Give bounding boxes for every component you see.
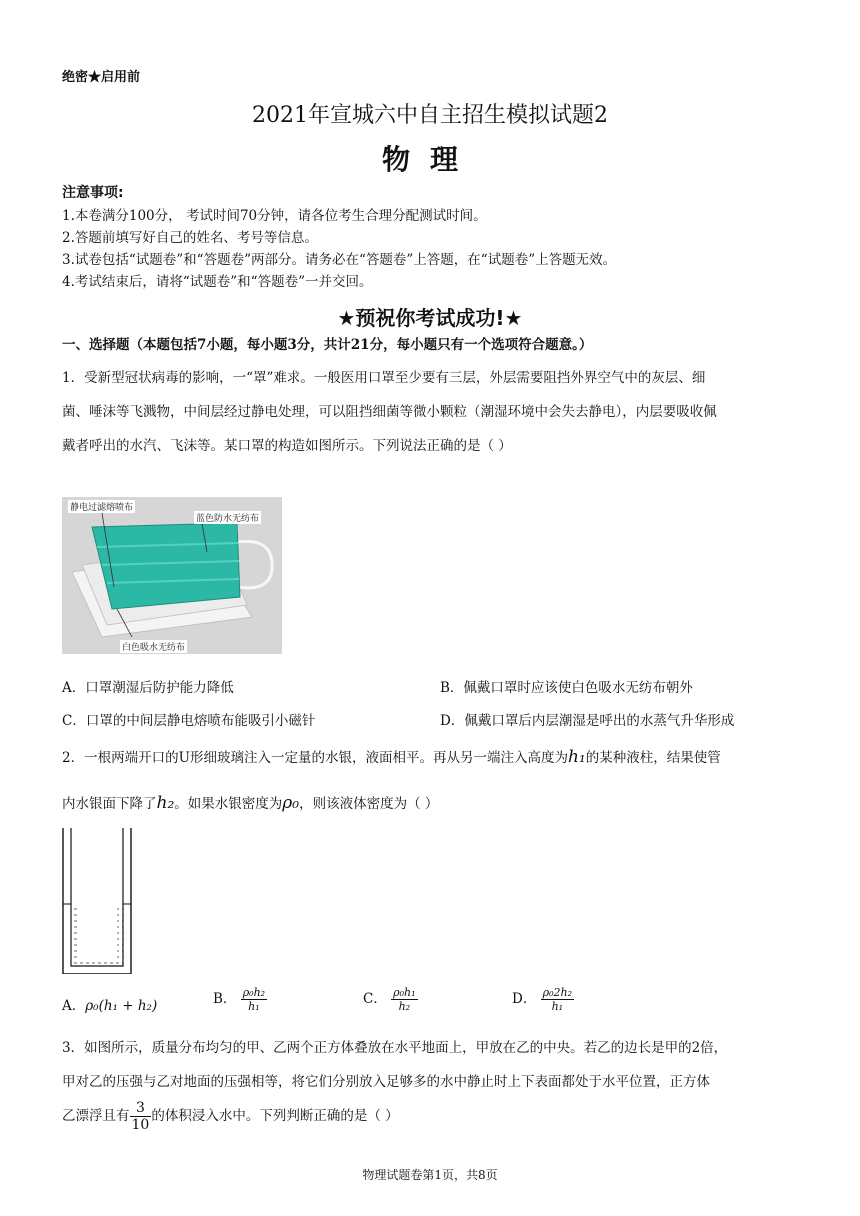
fraction bbox=[541, 986, 574, 1013]
question-1-line: 菌、唾沫等飞溅物，中间层经过静电处理，可以阻挡细菌等微小颗粒（潮湿环境中会失去静电），内层要吸收佩 bbox=[62, 404, 717, 420]
exam-title: 2021年宣城六中自主招生模拟试题2 bbox=[252, 103, 608, 128]
subject-title: 物理 bbox=[381, 143, 478, 176]
fraction bbox=[130, 1100, 152, 1133]
q2-text: 内水银面下降了 bbox=[62, 796, 157, 812]
question-3-line: 3．如图所示，质量分布均匀的甲、乙两个正方体叠放在水平地面上，甲放在乙的中央。若乙的边长是甲的2倍， bbox=[62, 1040, 728, 1056]
secret-label: 绝密★启用前 bbox=[62, 70, 141, 85]
page-footer: 物理试题卷第1页，共8页 bbox=[362, 1168, 498, 1182]
option-label: A． bbox=[62, 998, 86, 1014]
numerator: 3 bbox=[130, 1100, 152, 1117]
var-h2: h₂ bbox=[156, 793, 175, 813]
fraction bbox=[391, 986, 417, 1013]
notice-item: 1.本卷满分100分， 考试时间70分钟，请各位考生合理分配测试时间。 bbox=[62, 208, 487, 224]
var-h1: h₁ bbox=[567, 747, 586, 767]
option-d bbox=[512, 986, 574, 1013]
option-a: A．口罩潮湿后防护能力降低 bbox=[62, 680, 234, 696]
question-1-line: 1．受新型冠状病毒的影响，一“罩”难求。一般医用口罩至少要有三层，外层需要阻挡外界空气中的灰层、细 bbox=[62, 370, 706, 386]
var-rho0: ρ₀ bbox=[282, 793, 300, 813]
numerator: ρ₀2h₂ bbox=[542, 986, 572, 999]
question-2-line bbox=[62, 792, 438, 813]
option-d: D．佩戴口罩后内层潮湿是呼出的水蒸气升华形成 bbox=[440, 713, 735, 729]
notice-heading: 注意事项: bbox=[62, 185, 124, 201]
option-label: C． bbox=[363, 991, 387, 1007]
option-b bbox=[213, 986, 267, 1013]
denominator: 10 bbox=[131, 1117, 150, 1133]
question-3-line: 甲对乙的压强与乙对地面的压强相等，将它们分别放入足够多的水中静止时上下表面都处于水平位置，正方体 bbox=[62, 1074, 710, 1090]
q2-text: 的某种液柱，结果使管 bbox=[585, 750, 721, 766]
denominator: h₂ bbox=[398, 1000, 411, 1013]
q3-text: 的体积浸入水中。下列判断正确的是（ ） bbox=[151, 1108, 399, 1124]
option-label: B． bbox=[213, 991, 237, 1007]
numerator: ρ₀h₂ bbox=[242, 986, 266, 999]
figure-label: 白色吸水无纺布 bbox=[120, 640, 187, 653]
question-1-line: 戴者呼出的水汽、飞沫等。某口罩的构造如图所示。下列说法正确的是（ ） bbox=[62, 438, 512, 454]
q2-text: ，则该液体密度为（ ） bbox=[299, 796, 439, 812]
good-luck-banner: ★预祝你考试成功!★ bbox=[337, 306, 523, 330]
notice-item: 4.考试结束后，请将“试题卷”和“答题卷”一并交回。 bbox=[62, 274, 373, 290]
u-tube-illustration bbox=[62, 828, 134, 974]
q2-text: 。如果水银密度为 bbox=[174, 796, 283, 812]
section-heading: 一、选择题（本题包括7小题，每小题3分，共计21分，每小题只有一个选项符合题意。） bbox=[62, 337, 593, 353]
fraction bbox=[241, 986, 267, 1013]
option-expression: ρ₀(h₁ + h₂) bbox=[85, 998, 158, 1014]
denominator: h₁ bbox=[248, 1000, 260, 1013]
figure-label: 蓝色防水无纺布 bbox=[194, 511, 261, 524]
notice-item: 2.答题前填写好自己的姓名、考号等信息。 bbox=[62, 230, 318, 246]
q3-text: 乙漂浮且有 bbox=[62, 1108, 130, 1124]
option-a bbox=[62, 994, 157, 1014]
mask-structure-figure bbox=[62, 497, 282, 654]
option-label: D． bbox=[512, 991, 537, 1007]
numerator: ρ₀h₁ bbox=[393, 986, 416, 999]
figure-label: 静电过滤熔喷布 bbox=[68, 500, 135, 513]
denominator: h₁ bbox=[551, 1000, 564, 1013]
question-3-line bbox=[62, 1100, 399, 1133]
question-2-line bbox=[62, 746, 721, 767]
notice-item: 3.试卷包括“试题卷”和“答题卷”两部分。请务必在“答题卷”上答题，在“试题卷”上答题无效。 bbox=[62, 252, 617, 268]
u-tube-figure bbox=[62, 828, 134, 978]
option-c: C．口罩的中间层静电熔喷布能吸引小磁针 bbox=[62, 713, 316, 729]
option-b: B．佩戴口罩时应该使白色吸水无纺布朝外 bbox=[440, 680, 693, 696]
q2-text: 2．一根两端开口的U形细玻璃注入一定量的水银，液面相平。再从另一端注入高度为 bbox=[62, 750, 568, 766]
option-c bbox=[363, 986, 418, 1013]
